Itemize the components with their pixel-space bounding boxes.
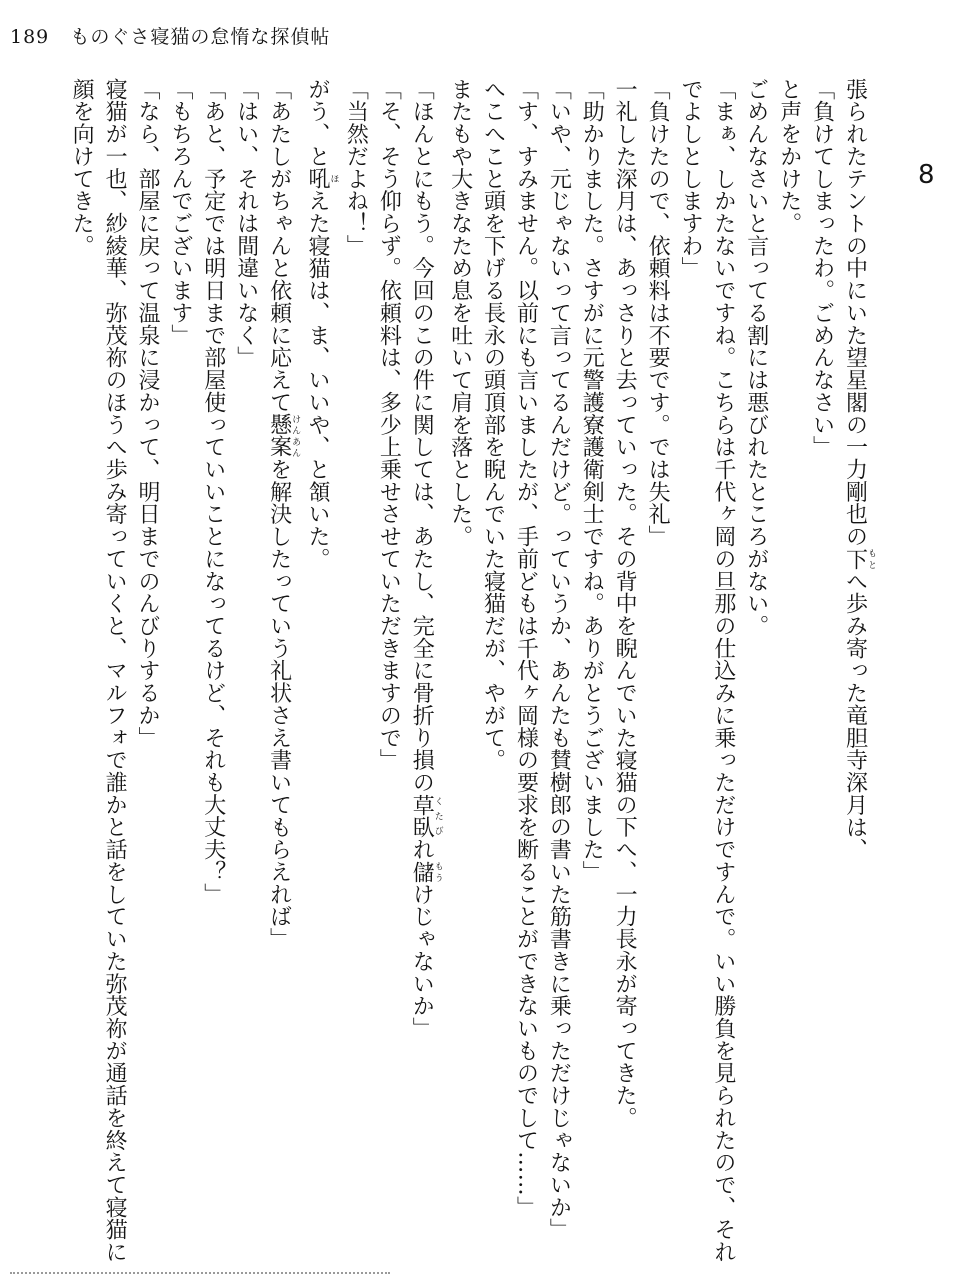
text-line: 「負けてしまったわ。ごめんなさい」 (809, 78, 835, 459)
page-number: 189 (10, 26, 50, 48)
text-line: へこへこと頭を下げる長永の頭頂部を睨んでいた寝猫だが、やがて。 (480, 78, 506, 772)
ruby-annotation: 吼ほ (305, 167, 339, 190)
ruby-annotation: 下もと (842, 547, 876, 570)
chapter-number: 8 (918, 160, 935, 190)
text-line: がう、と吼ほえた寝猫は、ま、いいや、と頷いた。 (305, 78, 339, 570)
text-line: 一礼した深月は、あっさりと去っていった。その背中を睨んでいた寝猫の下へ、一力長永が寄ってきた。 (612, 78, 638, 1129)
ruby-annotation: 儲もう (409, 860, 443, 884)
furigana: もう (432, 860, 443, 884)
text-line: 「あと、予定では明日まで部屋使っていいことになってるけど、それも大丈夫？」 (200, 78, 226, 906)
text-line: ごめんなさいと言ってる割には悪びれたところがない。 (743, 78, 769, 637)
text-line: 「す、すみません。以前にも言いましたが、手前どもは千代ヶ岡様の要求を断ることができないものでして……」 (513, 78, 539, 1219)
book-title: ものぐさ寝猫の怠惰な探偵帖 (70, 26, 331, 48)
running-header (10, 22, 330, 49)
furigana: ほ (328, 167, 339, 190)
ruby-annotation: 懸案けんあん (266, 413, 301, 459)
text-line: 「当然だよね！」 (343, 78, 369, 257)
ruby-annotation: 草臥くたび (409, 793, 443, 839)
text-line: 「助かりました。さすがに元警護寮護衛剣士ですね。ありがとうございました」 (579, 78, 605, 883)
header-spacer (56, 26, 63, 48)
furigana: もと (866, 547, 876, 570)
text-line: 「まぁ、しかたないですね。こちらは千代ヶ岡の旦那の仕込みに乗っただけですんで。いい勝負を見られたので、それでよしとしますわ」 (677, 78, 736, 1264)
text-line: と声をかけた。 (776, 78, 802, 235)
text-line: 「ほんとにもう。今回のこの件に関しては、あたし、完全に骨折り損の草臥くたびれ儲もうけじゃないか」 (409, 78, 443, 1040)
text-line: 「そ、そう仰らず。依頼料は、多少上乗せさせていただきますので」 (376, 78, 402, 772)
text-line: 「なら、部屋に戻って温泉に浸かって、明日までのんびりするか」 (134, 78, 160, 749)
text-line: 「はい、それは間違いなく」 (233, 78, 259, 369)
text-line: またもや大きなため息を吐いて肩を落とした。 (447, 78, 473, 548)
footer-dotted-rule (10, 1272, 390, 1274)
text-line: 「負けたので、依頼料は不要です。では失礼」 (645, 78, 671, 548)
text-line: 「いや、元じゃないって言ってるんだけど。っていうか、あんたも賛樹郎の書いた筋書きに乗っただけじゃないか」 (546, 78, 572, 1241)
text-line: 「あたしがちゃんと依頼に応えて懸案けんあんを解決したっていう礼状さえ書いてもらえれば」 (266, 78, 301, 951)
text-line: 寝猫が一也、紗綾華、弥茂祢のほうへ歩み寄っていくと、マルフォで誰かと話をしていた弥茂祢が通話を終えて寝猫に顔を向けてきた。 (69, 78, 128, 1264)
text-line: 「もちろんでございます」 (167, 78, 193, 347)
furigana: くたび (432, 793, 443, 839)
vertical-body-text (64, 78, 876, 1268)
text-line: 張られたテントの中にいた望星閣の一力剛也の下もとへ歩み寄った竜胆寺深月は、 (842, 78, 876, 861)
furigana: けんあん (290, 413, 301, 459)
